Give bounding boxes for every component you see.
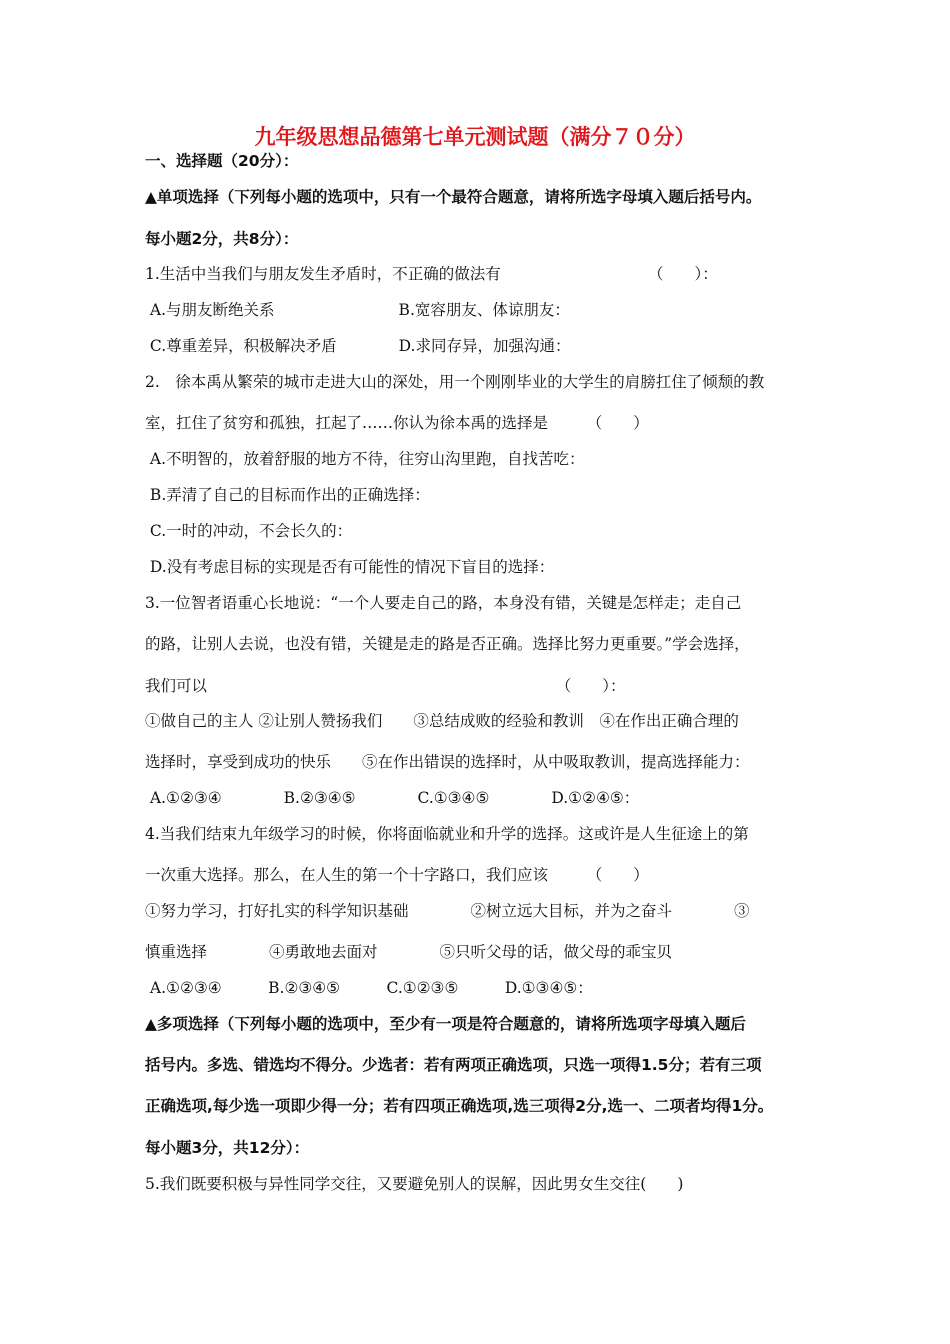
option-line: B.弄清了自己的目标而作出的正确选择：: [145, 486, 430, 504]
instruction-line: 每小题2分，共8分）：: [145, 230, 299, 248]
question-line: 5.我们既要积极与异性同学交往，又要避免别人的误解，因此男女生交往( ): [145, 1175, 684, 1193]
question-line: 我们可以 （ ）：: [145, 677, 626, 695]
option-line: A.不明智的，放着舒服的地方不待，往穷山沟里跑，自找苦吃：: [145, 450, 585, 468]
instruction-line: 正确选项,每少选一项即少得一分；若有四项正确选项,选三项得2分,选一、二项者均得1分。: [145, 1097, 774, 1115]
option-line: A.①②③④ B.②③④⑤ C.①③④⑤ D.①②④⑤：: [145, 789, 640, 807]
question-line: 的路，让别人去说，也没有错，关键是走的路是否正确。选择比努力更重要。”学会选择，: [145, 635, 750, 653]
statement-line: 选择时，享受到成功的快乐 ⑤在作出错误的选择时，从中吸取教训，提高选择能力：: [145, 753, 750, 771]
instruction-line: 括号内。多选、错选均不得分。少选者：若有两项正确选项，只选一项得1.5分；若有三项: [145, 1056, 762, 1074]
question-line: 3.一位智者语重心长地说：“一个人要走自己的路，本身没有错，关键是怎样走；走自己: [145, 594, 742, 612]
page-title: 九年级思想品德第七单元测试题（满分７０分）: [254, 125, 696, 149]
option-line: A.与朋友断绝关系 B.宽容朋友、体谅朋友：: [145, 301, 570, 319]
instruction-line: ▲多项选择（下列每小题的选项中，至少有一项是符合题意的，请将所选项字母填入题后: [145, 1015, 746, 1033]
statement-line: ①做自己的主人 ②让别人赞扬我们 ③总结成败的经验和教训 ④在作出正确合理的: [145, 712, 739, 730]
question-line: 1.生活中当我们与朋友发生矛盾时，不正确的做法有 （ ）：: [145, 265, 718, 283]
instruction-line: ▲单项选择（下列每小题的选项中，只有一个最符合题意，请将所选字母填入题后括号内。: [145, 188, 762, 206]
statement-line: 慎重选择 ④勇敢地去面对 ⑤只听父母的话，做父母的乖宝贝: [145, 943, 673, 961]
section-heading: 一、选择题（20分）：: [145, 152, 299, 170]
option-line: C.一时的冲动，不会长久的：: [145, 522, 353, 540]
question-line: 4.当我们结束九年级学习的时候，你将面临就业和升学的选择。这或许是人生征途上的第: [145, 825, 749, 843]
instruction-line: 每小题3分，共12分）：: [145, 1139, 310, 1157]
option-line: D.没有考虑目标的实现是否有可能性的情况下盲目的选择：: [145, 558, 555, 576]
statement-line: ①努力学习，打好扎实的科学知识基础 ②树立远大目标，并为之奋斗 ③: [145, 902, 750, 920]
question-line: 一次重大选择。那么，在人生的第一个十字路口，我们应该 （ ）: [145, 866, 649, 884]
option-line: C.尊重差异，积极解决矛盾 D.求同存异，加强沟通：: [145, 337, 571, 355]
question-line: 2. 徐本禹从繁荣的城市走进大山的深处，用一个刚刚毕业的大学生的肩膀扛住了倾颓的教: [145, 373, 765, 391]
option-line: A.①②③④ B.②③④⑤ C.①②③⑤ D.①③④⑤：: [145, 979, 593, 997]
question-line: 室，扛住了贫穷和孤独，扛起了……你认为徐本禹的选择是 （ ）: [145, 414, 649, 432]
